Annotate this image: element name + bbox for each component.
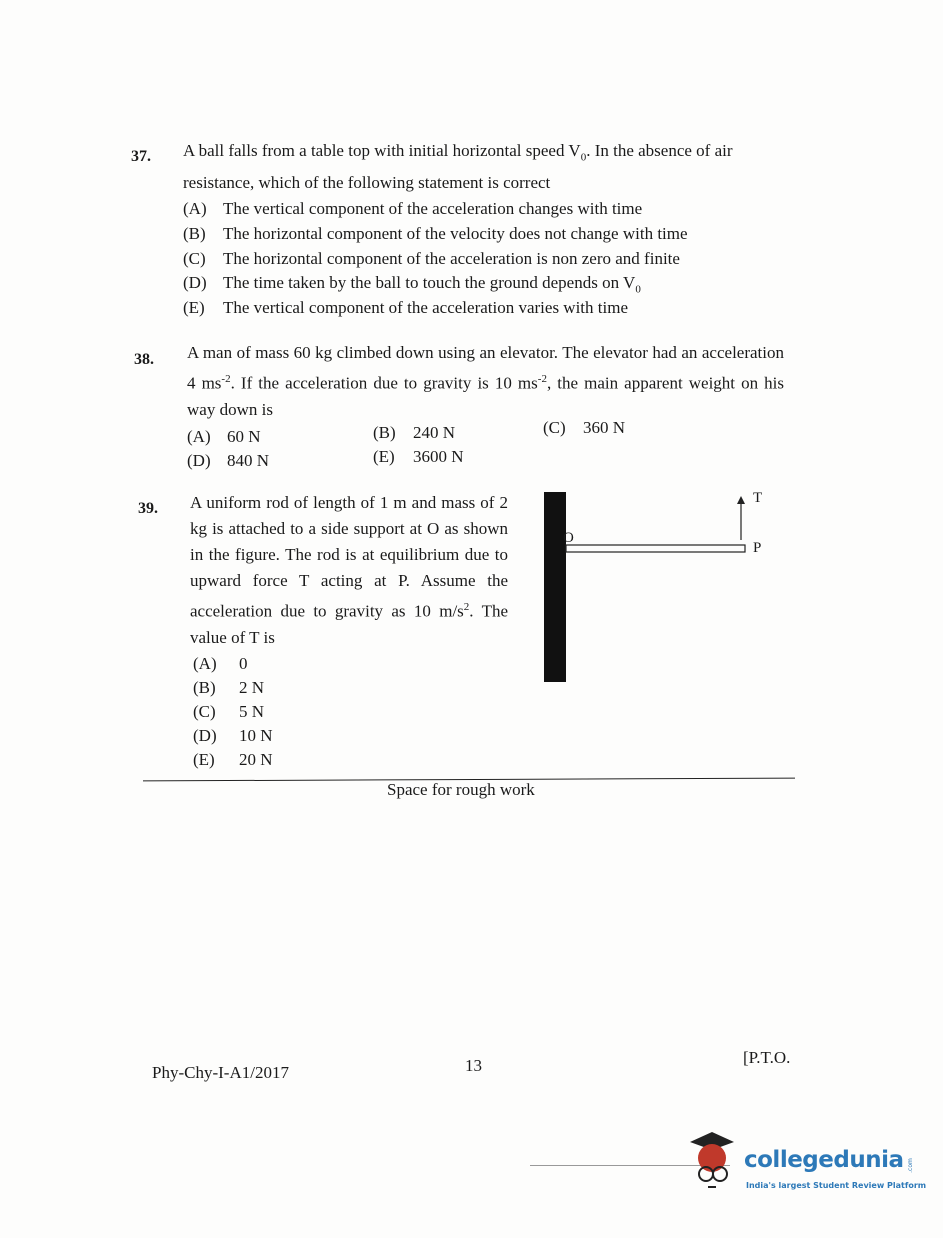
paper-code: Phy-Chy-I-A1/2017 xyxy=(152,1063,289,1082)
option-39-d: (D) 10 N xyxy=(193,726,273,745)
option-37-b: (B) The horizontal component of the velocity does not change with time xyxy=(183,224,688,243)
page-number: 13 xyxy=(465,1056,482,1075)
rough-work-label: Space for rough work xyxy=(387,780,535,799)
option-39-e: (E) 20 N xyxy=(193,750,273,769)
option-39-c: (C) 5 N xyxy=(193,702,265,721)
force-t-label: T xyxy=(753,490,763,506)
mascot-icon xyxy=(686,1132,742,1194)
option-38-a: (A) 60 N xyxy=(187,427,261,446)
logo-tagline: India's largest Student Review Platform xyxy=(746,1181,927,1190)
question-37-stem: A ball falls from a table top with initial horizontal speed $V_0$. In the absence of air resistance, which of the following statement is correct xyxy=(183,141,733,193)
rod-figure xyxy=(535,488,795,688)
question-38-number: 38. xyxy=(134,351,154,368)
question-37-number: 37. xyxy=(131,148,151,165)
question-39-stem: A uniform rod of length of 1 m and mass of 2 kg is attached to a side support at O as shown in the figure. The rod is at equilibrium due to upward force T acting at P. Assume the acceleration due to gravity as 10 $m/s^2$. The value of T is xyxy=(190,493,509,647)
rod-diagram xyxy=(535,488,795,688)
point-p-label: P xyxy=(753,540,762,556)
option-37-e: (E) The vertical component of the acceleration varies with time xyxy=(183,298,628,317)
option-37-a: (A) The vertical component of the acceleration changes with time xyxy=(183,199,643,218)
logo-wordmark: collegedunia .com xyxy=(744,1147,915,1173)
option-39-b: (B) 2 N xyxy=(193,678,265,697)
option-38-e: (E) 3600 N xyxy=(373,447,464,466)
option-38-d: (D) 840 N xyxy=(187,451,270,470)
option-37-d: (D) The time taken by the ball to touch the ground depends on $V_0$ xyxy=(183,273,641,296)
option-38-c: (C) 360 N xyxy=(543,418,626,437)
option-38-b: (B) 240 N xyxy=(373,423,456,442)
rod xyxy=(566,545,745,552)
option-37-c: (C) The horizontal component of the acceleration is non zero and finite xyxy=(183,249,680,268)
point-o-label: O xyxy=(563,530,574,546)
question-39-number: 39. xyxy=(138,500,158,517)
pto-label: [P.T.O. xyxy=(743,1048,791,1067)
force-arrow-head xyxy=(737,496,745,504)
question-38-stem: A man of mass 60 kg climbed down using an elevator. The elevator had an acceleration 4 $ms^{-2}$. If the acceleration due to gravity is 10 $ms^{-2}$, the main apparent weight on his way down is xyxy=(187,343,785,419)
option-39-a: (A) 0 xyxy=(193,654,248,673)
wall-support xyxy=(544,492,566,682)
